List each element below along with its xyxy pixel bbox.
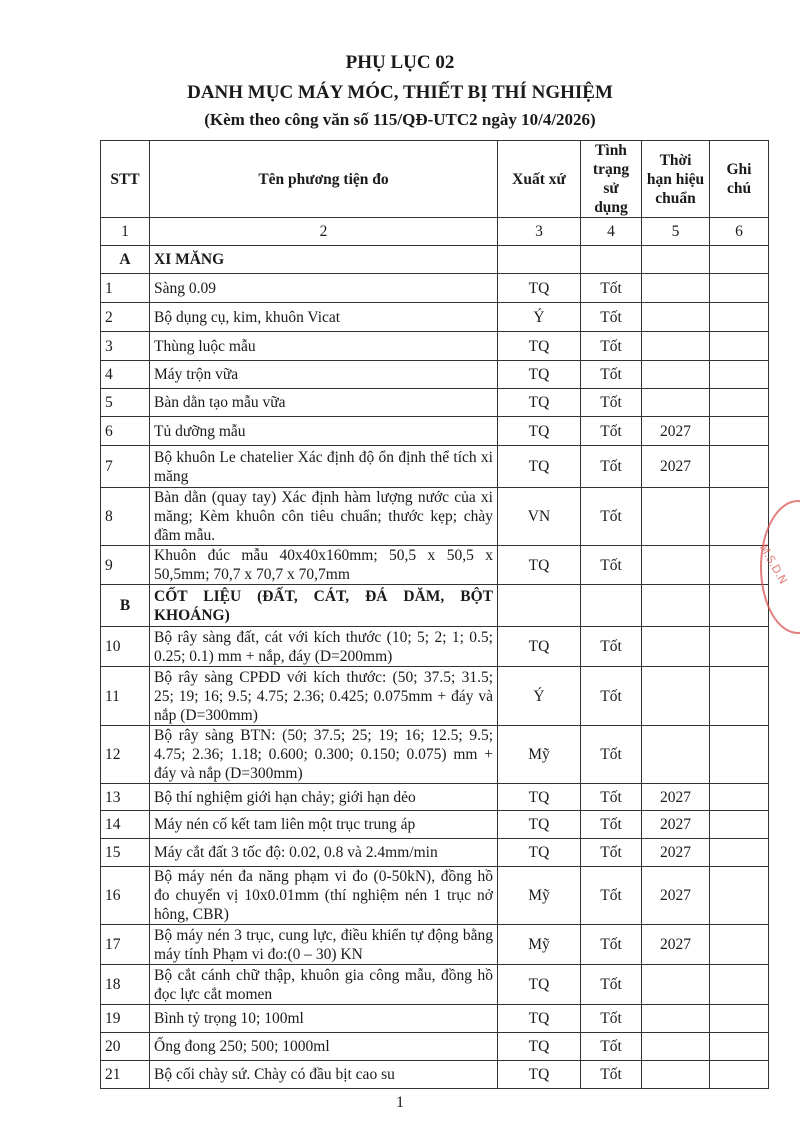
row-status: Tốt: [581, 784, 642, 811]
stamp-text: M.S.D.N: [756, 542, 790, 587]
row-origin: TQ: [498, 1033, 581, 1061]
row-calibration: [642, 1033, 710, 1061]
table-header-row: [101, 141, 769, 218]
table-row: [101, 546, 769, 585]
row-origin: TQ: [498, 811, 581, 839]
row-name: Bàn dằn tạo mẫu vữa: [150, 389, 498, 417]
row-name: Bình tỷ trọng 10; 100ml: [150, 1005, 498, 1033]
row-status: Tốt: [581, 627, 642, 667]
header-status: Tình trạng sử dụng: [581, 141, 642, 218]
row-calibration: 2027: [642, 867, 710, 925]
column-number: 3: [498, 218, 581, 246]
row-note: [710, 389, 769, 417]
column-number: 2: [150, 218, 498, 246]
row-stt: 10: [101, 627, 150, 667]
section-title: CỐT LIỆU (ĐẤT, CÁT, ĐÁ DĂM, BỘT KHOÁNG): [150, 585, 498, 627]
row-origin: Ý: [498, 667, 581, 726]
row-note: [710, 1005, 769, 1033]
row-name: Bộ rây sàng BTN: (50; 37.5; 25; 19; 16; 12.5; 9.5; 4.75; 2.36; 1.18; 0.600; 0.300; 0.150; 0.075) mm + đáy và nắp (D=300mm): [150, 726, 498, 784]
row-status: Tốt: [581, 726, 642, 784]
row-calibration: 2027: [642, 839, 710, 867]
document-title: DANH MỤC MÁY MÓC, THIẾT BỊ THÍ NGHIỆM: [187, 82, 613, 103]
column-number-row: [101, 218, 769, 246]
row-name: Bộ máy nén 3 trục, cung lực, điều khiển tự động bằng máy tính Phạm vi đo:(0 – 30) KN: [150, 925, 498, 965]
table-row: [101, 965, 769, 1005]
row-calibration: [642, 965, 710, 1005]
row-name: Bộ máy nén đa năng phạm vi đo (0-50kN), đồng hồ đo chuyển vị 10x0.01mm (thí nghiệm nén 1 trục nở hông, CBR): [150, 867, 498, 925]
table-row: [101, 1005, 769, 1033]
row-note: [710, 726, 769, 784]
table-row: [101, 303, 769, 332]
table-row: [101, 784, 769, 811]
header-note: Ghi chú: [710, 141, 769, 218]
row-name: Bàn dằn (quay tay) Xác định hàm lượng nước của xi măng; Kèm khuôn côn tiêu chuẩn; thước kẹp; chày đầm mẫu.: [150, 488, 498, 546]
appendix-title: PHỤ LỤC 02: [345, 52, 455, 73]
row-status: Tốt: [581, 811, 642, 839]
row-origin: Mỹ: [498, 925, 581, 965]
table-row: [101, 1033, 769, 1061]
section-row: [101, 585, 769, 627]
table-row: [101, 867, 769, 925]
row-calibration: 2027: [642, 417, 710, 446]
table-row: [101, 274, 769, 303]
header-stt: STT: [101, 141, 150, 218]
table-row: [101, 446, 769, 488]
row-origin: TQ: [498, 965, 581, 1005]
row-calibration: [642, 726, 710, 784]
row-name: Tủ dưỡng mẫu: [150, 417, 498, 446]
row-calibration: 2027: [642, 811, 710, 839]
column-number: 5: [642, 218, 710, 246]
section-id: A: [101, 246, 150, 274]
row-name: Bộ rây sàng đất, cát với kích thước (10; 5; 2; 1; 0.5; 0.25; 0.1) mm + nắp, đáy (D=200mm): [150, 627, 498, 667]
row-stt: 18: [101, 965, 150, 1005]
row-name: Bộ rây sàng CPĐD với kích thước: (50; 37.5; 31.5; 25; 19; 16; 9.5; 4.75; 2.36; 0.425; 0.075mm + đáy và nắp (D=300mm): [150, 667, 498, 726]
row-name: Máy trộn vữa: [150, 361, 498, 389]
row-status: Tốt: [581, 1033, 642, 1061]
row-status: Tốt: [581, 389, 642, 417]
page-number: 1: [396, 1094, 404, 1111]
row-origin: TQ: [498, 784, 581, 811]
row-calibration: [642, 389, 710, 417]
row-stt: 13: [101, 784, 150, 811]
row-stt: 3: [101, 332, 150, 361]
row-note: [710, 627, 769, 667]
row-origin: TQ: [498, 627, 581, 667]
row-stt: 2: [101, 303, 150, 332]
row-status: Tốt: [581, 332, 642, 361]
row-status: Tốt: [581, 1061, 642, 1089]
row-origin: TQ: [498, 389, 581, 417]
row-origin: TQ: [498, 1005, 581, 1033]
table-row: [101, 627, 769, 667]
row-status: Tốt: [581, 361, 642, 389]
row-note: [710, 867, 769, 925]
row-origin: TQ: [498, 1061, 581, 1089]
row-stt: 7: [101, 446, 150, 488]
table-row: [101, 726, 769, 784]
header-name: Tên phương tiện đo: [150, 141, 498, 218]
table-row: [101, 1061, 769, 1089]
row-name: Khuôn đúc mẫu 40x40x160mm; 50,5 x 50,5 x 50,5mm; 70,7 x 70,7 x 70,7mm: [150, 546, 498, 585]
row-calibration: [642, 1005, 710, 1033]
row-stt: 5: [101, 389, 150, 417]
row-stt: 8: [101, 488, 150, 546]
row-note: [710, 1033, 769, 1061]
row-note: [710, 274, 769, 303]
row-stt: 17: [101, 925, 150, 965]
table-row: [101, 361, 769, 389]
column-number: 1: [101, 218, 150, 246]
row-name: Máy cắt đất 3 tốc độ: 0.02, 0.8 và 2.4mm/min: [150, 839, 498, 867]
row-stt: 21: [101, 1061, 150, 1089]
row-calibration: [642, 627, 710, 667]
row-origin: TQ: [498, 274, 581, 303]
table-row: [101, 332, 769, 361]
row-name: Thùng luộc mẫu: [150, 332, 498, 361]
row-status: Tốt: [581, 488, 642, 546]
row-stt: 20: [101, 1033, 150, 1061]
row-calibration: 2027: [642, 925, 710, 965]
column-number: 4: [581, 218, 642, 246]
row-status: Tốt: [581, 303, 642, 332]
row-status: Tốt: [581, 667, 642, 726]
row-origin: Mỹ: [498, 867, 581, 925]
row-calibration: [642, 303, 710, 332]
header-calibration: Thời hạn hiệu chuẩn: [642, 141, 710, 218]
row-note: [710, 925, 769, 965]
row-name: Ống đong 250; 500; 1000ml: [150, 1033, 498, 1061]
row-calibration: [642, 1061, 710, 1089]
row-note: [710, 446, 769, 488]
table-row: [101, 417, 769, 446]
row-stt: 4: [101, 361, 150, 389]
row-origin: Mỹ: [498, 726, 581, 784]
row-note: [710, 784, 769, 811]
document-subtitle: (Kèm theo công văn số 115/QĐ-UTC2 ngày 10/4/2026): [204, 110, 596, 129]
row-calibration: [642, 332, 710, 361]
row-note: [710, 303, 769, 332]
row-stt: 14: [101, 811, 150, 839]
row-calibration: [642, 546, 710, 585]
row-name: Sàng 0.09: [150, 274, 498, 303]
row-calibration: 2027: [642, 446, 710, 488]
row-name: Bộ thí nghiệm giới hạn chảy; giới hạn dẻo: [150, 784, 498, 811]
column-number: 6: [710, 218, 769, 246]
section-id: B: [101, 585, 150, 627]
row-stt: 6: [101, 417, 150, 446]
row-name: Máy nén cố kết tam liên một trục trung áp: [150, 811, 498, 839]
row-note: [710, 811, 769, 839]
row-status: Tốt: [581, 965, 642, 1005]
table-row: [101, 925, 769, 965]
row-status: Tốt: [581, 1005, 642, 1033]
row-origin: TQ: [498, 546, 581, 585]
section-title: XI MĂNG: [150, 246, 498, 274]
row-note: [710, 1061, 769, 1089]
row-calibration: 2027: [642, 784, 710, 811]
row-origin: Ý: [498, 303, 581, 332]
row-note: [710, 332, 769, 361]
row-note: [710, 667, 769, 726]
row-note: [710, 417, 769, 446]
row-note: [710, 488, 769, 546]
row-stt: 11: [101, 667, 150, 726]
row-calibration: [642, 274, 710, 303]
row-stt: 12: [101, 726, 150, 784]
table-row: [101, 488, 769, 546]
header-origin: Xuất xứ: [498, 141, 581, 218]
table-row: [101, 839, 769, 867]
equipment-table: [100, 140, 769, 1089]
row-status: Tốt: [581, 925, 642, 965]
row-stt: 16: [101, 867, 150, 925]
row-name: Bộ dụng cụ, kim, khuôn Vicat: [150, 303, 498, 332]
row-origin: TQ: [498, 417, 581, 446]
row-calibration: [642, 488, 710, 546]
row-origin: TQ: [498, 361, 581, 389]
row-note: [710, 965, 769, 1005]
row-status: Tốt: [581, 546, 642, 585]
row-status: Tốt: [581, 867, 642, 925]
table-row: [101, 389, 769, 417]
row-name: Bộ cối chày sứ. Chày có đầu bịt cao su: [150, 1061, 498, 1089]
row-status: Tốt: [581, 839, 642, 867]
row-calibration: [642, 361, 710, 389]
row-stt: 1: [101, 274, 150, 303]
table-row: [101, 667, 769, 726]
row-name: Bộ cắt cánh chữ thập, khuôn gia công mẫu, đồng hồ đọc lực cắt momen: [150, 965, 498, 1005]
row-note: [710, 839, 769, 867]
row-name: Bộ khuôn Le chatelier Xác định độ ổn định thể tích xi măng: [150, 446, 498, 488]
row-status: Tốt: [581, 274, 642, 303]
row-origin: VN: [498, 488, 581, 546]
row-calibration: [642, 667, 710, 726]
table-row: [101, 811, 769, 839]
row-stt: 19: [101, 1005, 150, 1033]
row-note: [710, 361, 769, 389]
row-status: Tốt: [581, 446, 642, 488]
row-stt: 9: [101, 546, 150, 585]
row-origin: TQ: [498, 839, 581, 867]
row-status: Tốt: [581, 417, 642, 446]
table-body: [101, 246, 769, 1089]
section-row: [101, 246, 769, 274]
row-origin: TQ: [498, 446, 581, 488]
row-origin: TQ: [498, 332, 581, 361]
row-stt: 15: [101, 839, 150, 867]
